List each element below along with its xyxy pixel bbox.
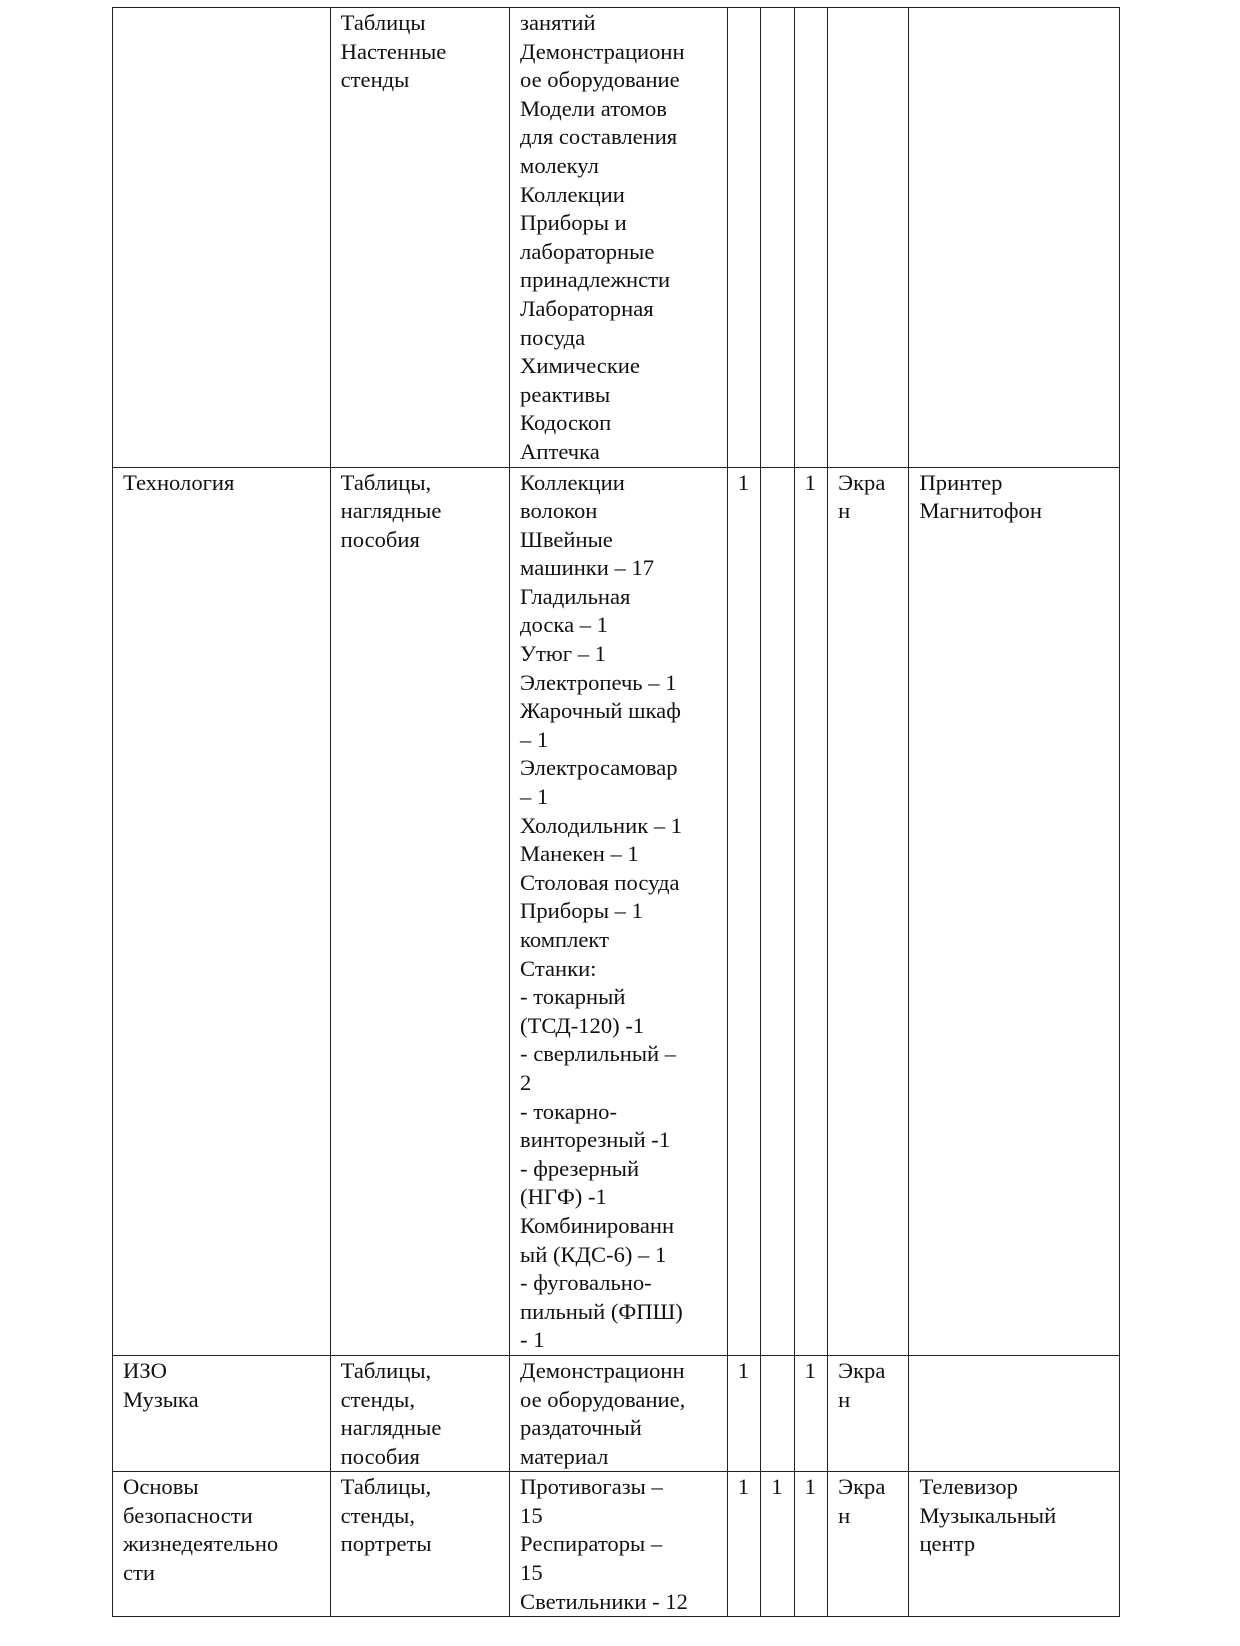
count-cell-a <box>727 1472 760 1617</box>
cell-line: машинки – 17 <box>520 555 655 581</box>
cell-line: Телевизор <box>919 1474 1018 1500</box>
cell-line: – 1 <box>520 726 549 752</box>
cell-line: Коллекции <box>520 469 625 495</box>
cell-value: 1 <box>804 469 816 495</box>
cell-line: Швейные <box>520 526 613 552</box>
cell-line: Экра <box>838 1474 886 1500</box>
cell-line: доска – 1 <box>520 612 608 638</box>
cell-line: молекул <box>520 152 599 178</box>
cell-line: - сверлильный – <box>520 1041 677 1067</box>
count-cell-c <box>794 1472 827 1617</box>
cell-line: – 1 <box>520 784 549 810</box>
cell-line: Приборы – 1 <box>520 898 643 924</box>
cell-line: Электросамовар <box>520 755 678 781</box>
cell-line: н <box>838 1386 851 1412</box>
subject-cell <box>113 1472 331 1617</box>
visual-aids-cell <box>330 467 509 1355</box>
cell-line: занятий <box>520 10 596 35</box>
cell-line: портреты <box>340 1531 432 1557</box>
screen-cell <box>828 1472 909 1617</box>
cell-line: безопасности <box>123 1502 253 1528</box>
cell-line: Лабораторная <box>520 295 654 321</box>
cell-line: Приборы и <box>520 210 627 236</box>
cell-value: 1 <box>804 1357 816 1383</box>
cell-line: 15 <box>520 1560 543 1586</box>
cell-line: материал <box>520 1443 609 1469</box>
cell-line: волокон <box>520 498 598 524</box>
cell-line: наглядные <box>340 498 442 524</box>
cell-line: ИЗО <box>123 1357 167 1383</box>
cell-line: ый (КДС-6) – 1 <box>520 1241 667 1267</box>
cell-line: Холодильник – 1 <box>520 812 683 838</box>
cell-line: Принтер <box>919 469 1003 495</box>
subject-cell <box>113 1355 331 1471</box>
cell-line: Таблицы, <box>340 469 432 495</box>
cell-line: (НГФ) -1 <box>520 1184 607 1210</box>
cell-line: Утюг – 1 <box>520 641 606 667</box>
table-row <box>113 467 1120 1355</box>
cell-line: Столовая посуда <box>520 869 680 895</box>
cell-line: н <box>838 1502 851 1528</box>
cell-line: Таблицы, <box>340 1357 432 1383</box>
cell-line: - 1 <box>520 1327 545 1353</box>
cell-value: 1 <box>737 1357 749 1383</box>
table-body <box>113 8 1120 1617</box>
cell-line: Экра <box>838 469 886 495</box>
cell-line: Кодоскоп <box>520 410 612 436</box>
cell-value: 1 <box>737 469 749 495</box>
cell-line: Аптечка <box>520 438 600 464</box>
cell-line: жизнедеятельно <box>123 1531 279 1557</box>
cell-line: 15 <box>520 1502 543 1528</box>
tech-equipment-cell <box>909 1472 1120 1617</box>
cell-line: Жарочный шкаф <box>520 698 681 724</box>
cell-line: (ТСД-120) -1 <box>520 1012 645 1038</box>
cell-line: стенды, <box>340 1386 416 1412</box>
cell-line: - токарно- <box>520 1098 617 1124</box>
cell-line: Комбинированн <box>520 1212 675 1238</box>
cell-line: Музыка <box>123 1386 199 1412</box>
cell-line: Настенные <box>340 38 447 64</box>
cell-line: - фрезерный <box>520 1155 640 1181</box>
count-cell-b <box>761 1355 794 1471</box>
screen-cell <box>828 467 909 1355</box>
cell-value: 1 <box>771 1474 783 1500</box>
cell-line: Экра <box>838 1357 886 1383</box>
visual-aids-cell <box>330 8 509 468</box>
cell-line: Коллекции <box>520 181 625 207</box>
subject-cell <box>113 8 331 468</box>
cell-line: Манекен – 1 <box>520 841 639 867</box>
table-row <box>113 1355 1120 1471</box>
cell-line: Магнитофон <box>919 498 1042 524</box>
equipment-cell <box>510 467 728 1355</box>
visual-aids-cell <box>330 1472 509 1617</box>
cell-line: наглядные <box>340 1415 442 1441</box>
cell-line: пособия <box>340 526 420 552</box>
cell-line: Демонстрационн <box>520 1357 685 1383</box>
count-cell-c <box>794 1355 827 1471</box>
cell-line: Технология <box>123 469 235 495</box>
cell-line: Светильники - 12 <box>520 1588 688 1614</box>
cell-line: пособия <box>340 1443 420 1469</box>
count-cell-b <box>761 467 794 1355</box>
cell-line: для составления <box>520 124 678 150</box>
count-cell-c <box>794 467 827 1355</box>
equipment-cell <box>510 1472 728 1617</box>
cell-line: центр <box>919 1531 976 1557</box>
cell-line: стенды <box>340 67 410 93</box>
subject-cell <box>113 467 331 1355</box>
count-cell-a <box>727 8 760 468</box>
cell-line: посуда <box>520 324 586 350</box>
count-cell-c <box>794 8 827 468</box>
screen-cell <box>828 1355 909 1471</box>
cell-line: Химические <box>520 353 640 379</box>
cell-line: реактивы <box>520 381 611 407</box>
table-row <box>113 1472 1120 1617</box>
count-cell-a <box>727 1355 760 1471</box>
cell-line: Станки: <box>520 955 597 981</box>
cell-line: сти <box>123 1560 155 1586</box>
tech-equipment-cell <box>909 467 1120 1355</box>
cell-line: раздаточный <box>520 1415 642 1441</box>
cell-line: лабораторные <box>520 238 655 264</box>
tech-equipment-cell <box>909 8 1120 468</box>
screen-cell <box>828 8 909 468</box>
cell-line: н <box>838 498 851 524</box>
cell-line: Основы <box>123 1474 199 1500</box>
table-row <box>113 8 1120 468</box>
count-cell-a <box>727 467 760 1355</box>
cell-line: ое оборудование, <box>520 1386 686 1412</box>
cell-value: 1 <box>804 1474 816 1500</box>
tech-equipment-cell <box>909 1355 1120 1471</box>
cell-line: Музыкальный <box>919 1502 1057 1528</box>
cell-line: - токарный <box>520 984 626 1010</box>
equipment-table <box>112 7 1120 1617</box>
cell-line: Противогазы – <box>520 1474 663 1500</box>
count-cell-b <box>761 1472 794 1617</box>
count-cell-b <box>761 8 794 468</box>
cell-line: Демонстрационн <box>520 38 685 64</box>
cell-line: ое оборудование <box>520 67 680 93</box>
cell-line: Гладильная <box>520 583 631 609</box>
cell-line: стенды, <box>340 1502 416 1528</box>
cell-line: винторезный -1 <box>520 1127 671 1153</box>
cell-line: комплект <box>520 927 609 952</box>
cell-line: 2 <box>520 1069 532 1095</box>
cell-line: Респираторы – <box>520 1531 663 1557</box>
cell-value: 1 <box>737 1474 749 1500</box>
equipment-cell <box>510 1355 728 1471</box>
cell-line: принадлежнсти <box>520 267 671 293</box>
cell-line: - фуговально- <box>520 1270 652 1296</box>
cell-line: Таблицы, <box>340 1474 432 1500</box>
equipment-cell <box>510 8 728 468</box>
cell-line: пильный (ФПШ) <box>520 1298 683 1324</box>
visual-aids-cell <box>330 1355 509 1471</box>
cell-line: Электропечь – 1 <box>520 669 677 695</box>
cell-line: Модели атомов <box>520 95 667 121</box>
cell-line: Таблицы <box>340 10 426 35</box>
